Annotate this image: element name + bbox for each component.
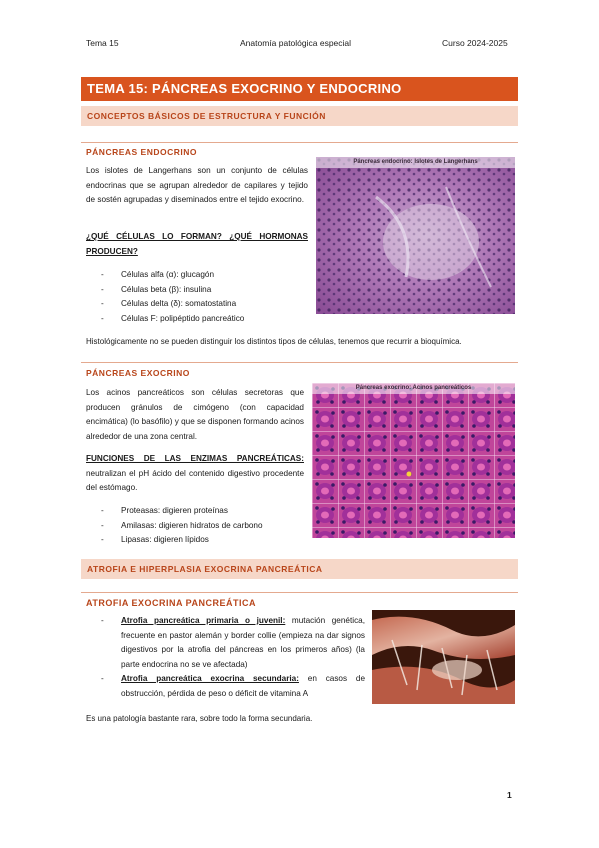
- atrofia-secondary-title: Atrofia pancreática exocrina secundaria:: [121, 674, 299, 683]
- list-item: - Células F: polipéptido pancreático: [101, 312, 311, 327]
- page-number: 1: [507, 790, 512, 800]
- subsection-heading-endocrino: PÁNCREAS ENDOCRINO: [86, 147, 198, 157]
- acini-image-label: Páncreas exocrino: Acinos pancreáticos: [312, 383, 515, 394]
- page-title: TEMA 15: PÁNCREAS EXOCRINO Y ENDOCRINO: [87, 81, 402, 96]
- acini-histology-image: [312, 383, 515, 538]
- list-item: - Proteasas: digieren proteínas: [101, 504, 311, 519]
- list-item: - Lipasas: digieren lípidos: [101, 533, 311, 548]
- list-item: - Células alfa (α): glucagón: [101, 268, 311, 283]
- acini-image-graphic: [312, 383, 515, 538]
- title-bar: [81, 77, 518, 101]
- header-left: Tema 15: [86, 38, 119, 48]
- list-item: - Células beta (β): insulina: [101, 283, 311, 298]
- header-right: Curso 2024-2025: [442, 38, 508, 48]
- exocrino-paragraph: Los acinos pancreáticos son células secretoras que producen gránulos de cimógeno (con capacidad encimática) (lo basófilo) y que se disponen formando acinos alrededor de una zona central.: [86, 388, 304, 441]
- endocrino-question: ¿QUÉ CÉLULAS LO FORMAN? ¿QUÉ HORMONAS PRODUCEN?: [86, 232, 308, 256]
- islets-image-graphic: [316, 157, 515, 314]
- hormone-list: [101, 268, 311, 326]
- list-item: [101, 672, 365, 701]
- atrophy-specimen-image: [372, 610, 515, 704]
- divider: [81, 592, 518, 593]
- divider: [81, 362, 518, 363]
- exocrino-functions: [86, 452, 304, 496]
- functions-title: FUNCIONES DE LAS ENZIMAS PANCREÁTICAS:: [86, 454, 304, 463]
- atrofia-primary-text: mutación genética, frecuente en pastor alemán y border collie (empieza na dar signos digestivos por la atrofia del páncreas en los primeros años) (la parte endocrina no se ve afectada): [121, 616, 365, 669]
- atrofia-note: Es una patología bastante rara, sobre todo la forma secundaria.: [86, 714, 313, 723]
- section-title: ATROFIA E HIPERPLASIA EXOCRINA PANCREÁTICA: [87, 564, 323, 574]
- section-bar-conceptos: [81, 106, 518, 126]
- section-title: CONCEPTOS BÁSICOS DE ESTRUCTURA Y FUNCIÓN: [87, 111, 326, 121]
- islets-histology-image: [316, 157, 515, 314]
- endocrino-note: Histológicamente no se pueden distinguir los distintos tipos de células, tenemos que recurrir a bioquímica.: [86, 337, 462, 346]
- divider: [81, 142, 518, 143]
- specimen-image-graphic: [372, 610, 515, 704]
- enzyme-list: [101, 504, 311, 548]
- endocrino-paragraph: Los islotes de Langerhans son un conjunto de células endocrinas que se agrupan alrededor de capilares y tejido de sostén agrupadas y diseminados entre el tejido exocrino.: [86, 166, 308, 204]
- islets-image-label: Páncreas endocrino: Islotes de Langerhans: [316, 157, 515, 168]
- section-bar-atrofia: [81, 559, 518, 579]
- subsection-heading-atrofia: ATROFIA EXOCRINA PANCREÁTICA: [86, 598, 256, 608]
- functions-text: neutralizan el pH ácido del contenido digestivo procedente del estómago.: [86, 468, 304, 492]
- subsection-heading-exocrino: PÁNCREAS EXOCRINO: [86, 368, 190, 378]
- list-item: [101, 614, 365, 672]
- atrofia-primary-title: Atrofia pancreática primaria o juvenil:: [121, 616, 286, 625]
- atrofia-secondary-text: en casos de obstrucción, pérdida de peso o déficit de vitamina A: [121, 674, 365, 698]
- header-center: Anatomía patológica especial: [240, 38, 352, 48]
- list-item: - Células delta (δ): somatostatina: [101, 297, 311, 312]
- list-item: - Amilasas: digieren hidratos de carbono: [101, 519, 311, 534]
- atrofia-list: [101, 614, 365, 701]
